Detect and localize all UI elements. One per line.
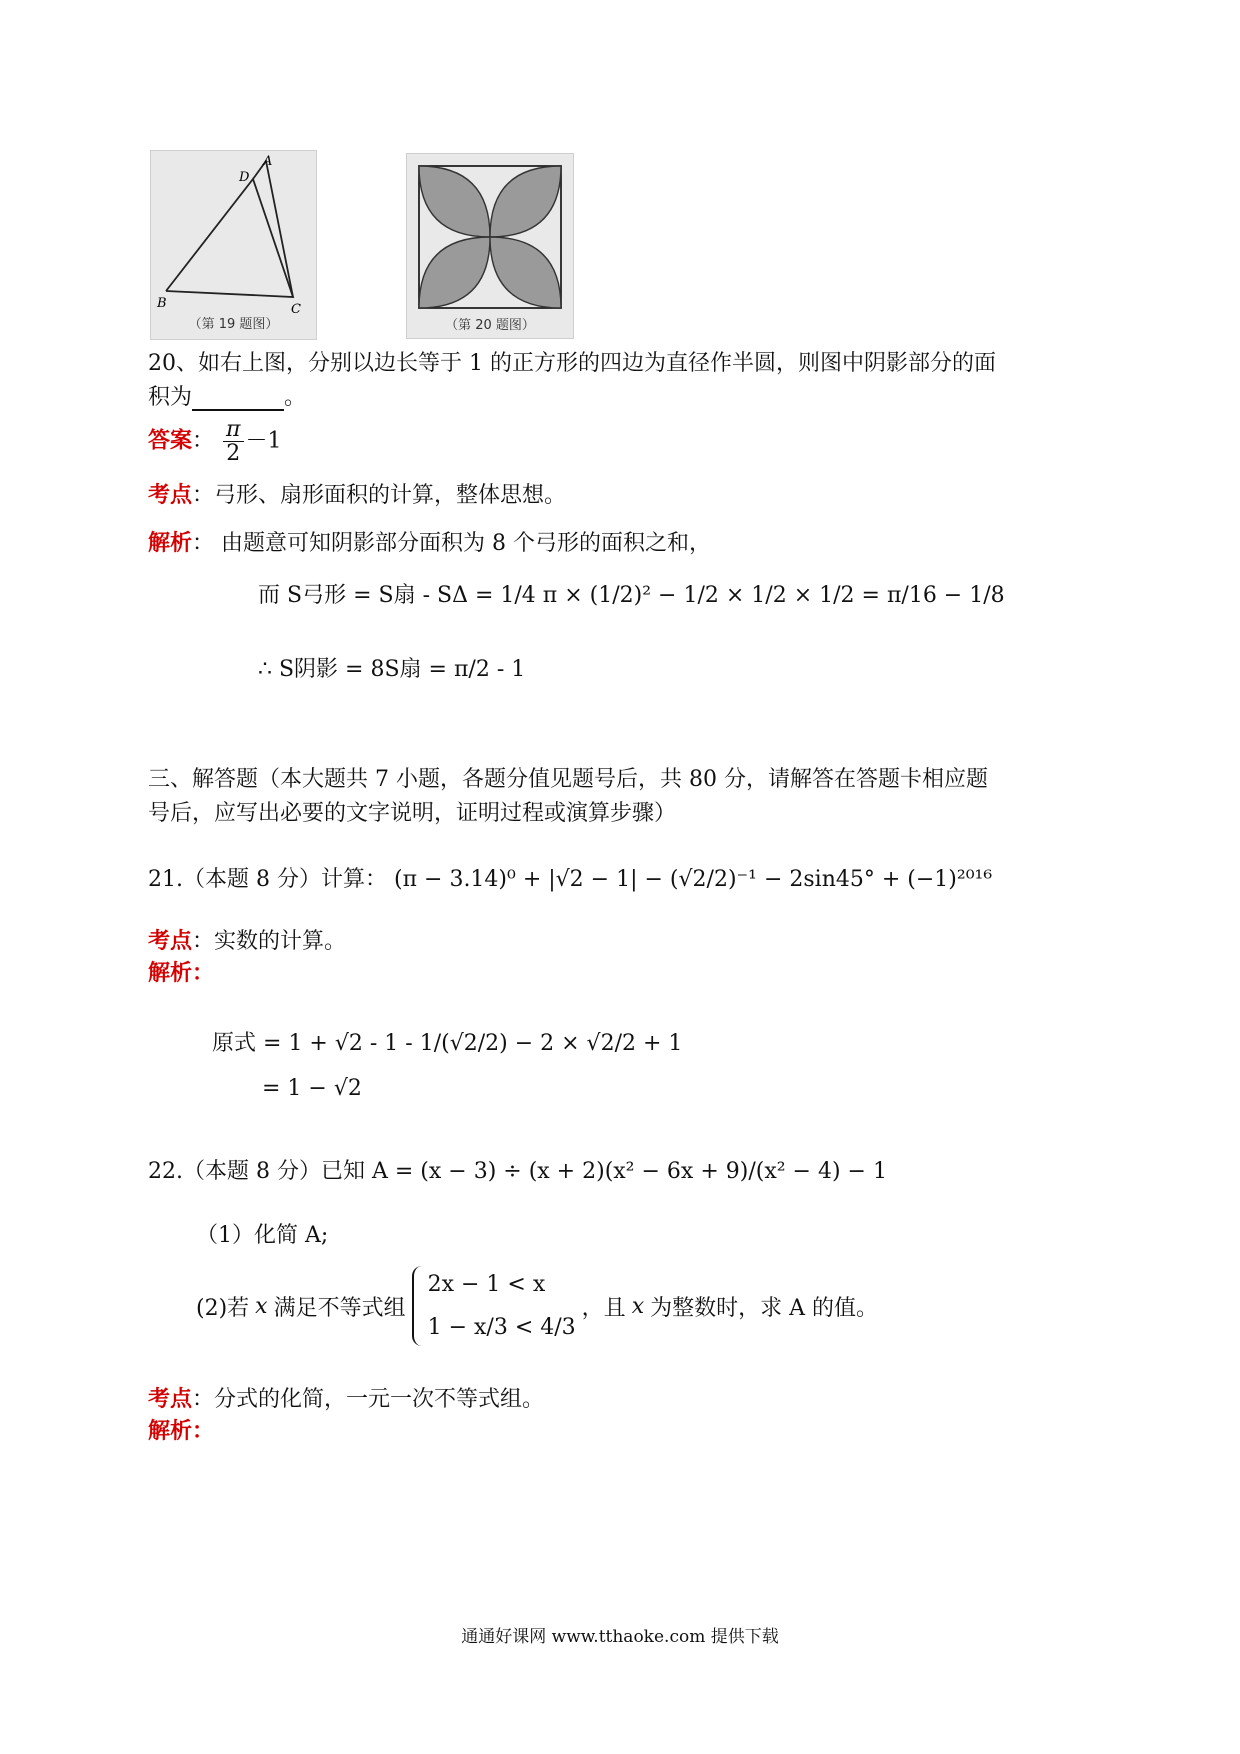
q22-kaodian-text: ：分式的化简，一元一次不等式组。 xyxy=(192,1387,545,1412)
q22-expr: A = (x − 3) ÷ (x + 2)(x² − 6x + 9)/(x² − 4) − 1 xyxy=(371,1159,887,1184)
jiexi-label: 解析 xyxy=(148,531,193,556)
answer-blank xyxy=(192,389,284,411)
figure-19-caption: （第 19 题图） xyxy=(188,317,279,332)
q20-answer xyxy=(148,418,282,465)
q22-var-x2: x xyxy=(631,1293,645,1319)
q22-jiexi-colon: ： xyxy=(192,1419,215,1444)
inequality-system xyxy=(428,1272,576,1340)
q21-jiexi-label: 解析 xyxy=(148,961,193,986)
answer-label: 答案 xyxy=(148,428,193,454)
label-b: B xyxy=(157,296,167,311)
figure-19 xyxy=(150,150,317,340)
kaodian-text: ：弓形、扇形面积的计算，整体思想。 xyxy=(192,483,567,508)
q21-kaodian xyxy=(148,924,346,955)
q20-eq2 xyxy=(258,652,525,683)
answer-den: 2 xyxy=(226,441,241,467)
q20-kaodian xyxy=(148,478,566,509)
q20-jiexi xyxy=(148,526,711,557)
q21-line xyxy=(148,862,992,893)
q20-line2-end: 。 xyxy=(284,385,307,410)
label-d: D xyxy=(239,170,250,185)
q22-part2 xyxy=(196,1266,878,1346)
figure-20 xyxy=(406,153,574,339)
answer-num: π xyxy=(223,418,243,442)
answer-tail: －1 xyxy=(245,428,282,454)
q21-sol1 xyxy=(212,1026,682,1057)
answer-colon: ： xyxy=(192,428,215,454)
q22-part2-mid: 满足不等式组 xyxy=(273,1295,406,1321)
q22-line xyxy=(148,1154,887,1185)
q22-part2-end: 为整数时，求 A 的值。 xyxy=(650,1295,878,1321)
figure-19-triangle xyxy=(151,151,316,339)
inequality-2: 1 − x/3 < 4/3 xyxy=(427,1315,576,1340)
q22-prefix: 22.（本题 8 分）已知 xyxy=(148,1159,365,1184)
figure-20-petals xyxy=(407,154,573,338)
q22-var-x: x xyxy=(255,1293,268,1319)
inequality-brace xyxy=(412,1266,424,1346)
answer-fraction xyxy=(223,418,243,465)
q22-part2-prefix: (2)若 xyxy=(196,1295,250,1321)
kaodian-label: 考点 xyxy=(148,483,193,508)
eq1-expr: S弓形 = S扇 - SΔ = 1/4 π × (1/2)² − 1/2 × 1/2 × 1/2 = π/16 − 1/8 xyxy=(287,583,1005,608)
inequality-1: 2x − 1 < x xyxy=(427,1272,546,1297)
q20-eq1 xyxy=(258,578,1005,609)
q21-jiexi xyxy=(148,956,214,987)
q22-jiexi xyxy=(148,1414,214,1445)
q22-kaodian xyxy=(148,1382,544,1413)
jiexi-text: ： 由题意可知阴影部分面积为 8 个弓形的面积之和， xyxy=(192,531,711,556)
q20-line1: 20、如右上图，分别以边长等于 1 的正方形的四边为直径作半圆，则图中阴影部分的面 xyxy=(148,351,996,376)
q20-line2 xyxy=(148,380,306,411)
eq1-prefix: 而 xyxy=(258,583,281,608)
page-footer: 通通好课网 www.tthaoke.com 提供下载 xyxy=(461,1627,779,1647)
q21-kaodian-text: ：实数的计算。 xyxy=(192,929,347,954)
q21-jiexi-colon: ： xyxy=(192,961,215,986)
q22-jiexi-label: 解析 xyxy=(148,1419,193,1444)
q21-sol2 xyxy=(262,1076,362,1101)
q21-sol2-expr: = 1 − √2 xyxy=(262,1076,362,1101)
eq2-expr: ∴ S阴影 = 8S扇 = π/2 - 1 xyxy=(258,657,526,682)
label-a: A xyxy=(263,154,273,169)
q21-prefix: 21.（本题 8 分）计算： xyxy=(148,867,387,892)
q22-part1: （1）化简 A; xyxy=(196,1223,329,1248)
q21-kaodian-label: 考点 xyxy=(148,929,193,954)
label-c: C xyxy=(291,302,301,317)
figure-20-caption: （第 20 题图） xyxy=(445,318,535,333)
q21-expr: (π − 3.14)⁰ + |√2 − 1| − (√2/2)⁻¹ − 2sin45° + (−1)²⁰¹⁶ xyxy=(393,867,993,892)
q21-sol1-expr: = 1 + √2 - 1 - 1/(√2/2) − 2 × √2/2 + 1 xyxy=(263,1031,683,1056)
q22-kaodian-label: 考点 xyxy=(148,1387,193,1412)
q22-part2-suffix: ，且 xyxy=(581,1295,626,1321)
section3-line1: 三、解答题（本大题共 7 小题，各题分值见题号后，共 80 分，请解答在答题卡相应题 xyxy=(148,767,988,792)
section3-line2: 号后，应写出必要的文字说明，证明过程或演算步骤） xyxy=(148,801,677,826)
q20-line2-text: 积为 xyxy=(148,385,193,410)
q21-sol1-prefix: 原式 xyxy=(212,1031,257,1056)
